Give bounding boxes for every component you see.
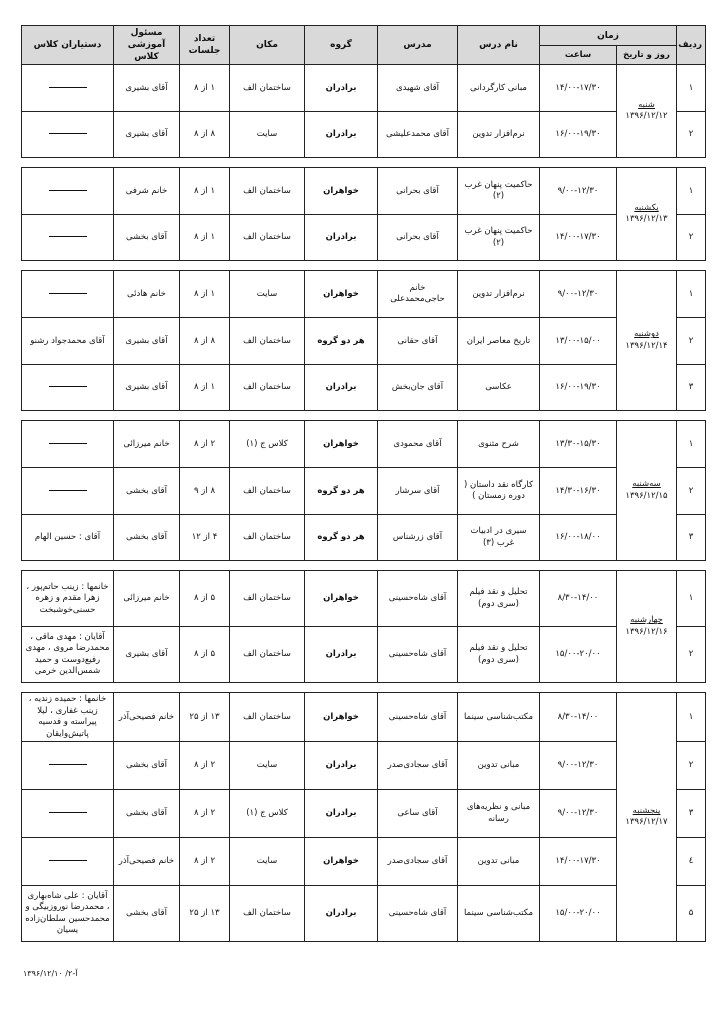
teacher-cell: آقای شاه‌حسینی (378, 693, 458, 742)
row-number-cell: ۱ (677, 421, 706, 468)
group-cell: برادران (305, 742, 378, 790)
course-cell: سیری در ادبیات غرب (۳) (458, 515, 540, 561)
teacher-cell: آقای ساعی (378, 790, 458, 838)
place-cell: ساختمان الف (230, 215, 305, 261)
supervisor-cell: آقای بخشی (114, 515, 180, 561)
day-date: ۱۳۹۶/۱۲/۱۲ (625, 111, 668, 122)
assistants-cell (22, 468, 114, 515)
supervisor-cell: خانم میرزائی (114, 571, 180, 627)
row-number-cell: ٤ (677, 838, 706, 886)
assistants-cell (22, 271, 114, 318)
empty-dash (49, 236, 87, 237)
table-row (22, 421, 706, 468)
sessions-cell: ۸ از ۹ (180, 468, 230, 515)
assistants-cell: خانمها : زینب حاتم‌پور ، زهرا مقدم و زهره حسنی‌خوشبخت (22, 571, 114, 627)
sessions-cell: ۱ از ۸ (180, 271, 230, 318)
header-place: مکان (230, 26, 305, 65)
teacher-cell: آقای شهیدی (378, 65, 458, 112)
group-cell: برادران (305, 365, 378, 411)
assistants-cell (22, 215, 114, 261)
teacher-cell: آقای سجادی‌صدر (378, 742, 458, 790)
sessions-cell: ۲ از ۸ (180, 790, 230, 838)
row-number-cell: ۱ (677, 271, 706, 318)
table-row (22, 468, 706, 515)
course-cell: مبانی کارگردانی (458, 65, 540, 112)
sessions-cell: ۱ از ۸ (180, 365, 230, 411)
row-number-cell: ۲ (677, 742, 706, 790)
teacher-cell: آقای شاه‌حسینی (378, 571, 458, 627)
teacher-cell: آقای سجادی‌صدر (378, 838, 458, 886)
day-separator (22, 158, 706, 168)
course-cell: شرح مثنوی (458, 421, 540, 468)
teacher-cell: آقای حقانی (378, 318, 458, 365)
row-number-cell: ۳ (677, 515, 706, 561)
group-cell: برادران (305, 65, 378, 112)
separator-cell (22, 561, 706, 571)
assistants-cell (22, 421, 114, 468)
time-cell: ۱۴/۳۰-۱۶/۳۰ (540, 468, 617, 515)
day-name: چهارشنبه (630, 615, 663, 626)
place-cell: کلاس ج (۱) (230, 790, 305, 838)
row-number-cell: ۲ (677, 112, 706, 158)
assistants-cell: آقای : حسین الهام (22, 515, 114, 561)
sessions-cell: ۱ از ۸ (180, 168, 230, 215)
place-cell: ساختمان الف (230, 627, 305, 683)
row-number-cell: ۱ (677, 571, 706, 627)
supervisor-cell: خانم هادئی (114, 271, 180, 318)
teacher-cell: خانم حاجی‌محمدعلی (378, 271, 458, 318)
time-cell: ۱۶/۰۰-۱۸/۰۰ (540, 515, 617, 561)
header-time: زمان (540, 26, 677, 46)
assistants-cell: آقای محمدجواد رشنو (22, 318, 114, 365)
empty-dash (49, 133, 87, 134)
supervisor-cell: خانم شرفی (114, 168, 180, 215)
supervisor-cell: آقای بخشی (114, 742, 180, 790)
time-cell: ۱۴/۰۰-۱۷/۳۰ (540, 215, 617, 261)
empty-dash (49, 860, 87, 861)
row-number-cell: ۱ (677, 168, 706, 215)
group-cell: برادران (305, 112, 378, 158)
place-cell: ساختمان الف (230, 515, 305, 561)
day-separator (22, 261, 706, 271)
teacher-cell: آقای محمودی (378, 421, 458, 468)
day-date-cell (617, 421, 677, 561)
row-number-cell: ۲ (677, 318, 706, 365)
day-separator (22, 683, 706, 693)
table-row (22, 886, 706, 942)
teacher-cell: آقای محمدعلیشی (378, 112, 458, 158)
day-date-cell (617, 693, 677, 942)
course-cell: نرم‌افزار تدوین (458, 112, 540, 158)
day-name: یکشنبه (634, 202, 659, 213)
time-cell: ۱۳/۳۰-۱۵/۳۰ (540, 421, 617, 468)
table-row (22, 571, 706, 627)
row-number-cell: ۳ (677, 365, 706, 411)
sessions-cell: ۲ از ۸ (180, 421, 230, 468)
course-cell: حاکمیت پنهان غرب (۲) (458, 168, 540, 215)
place-cell: ساختمان الف (230, 571, 305, 627)
empty-dash (49, 490, 87, 491)
empty-dash (49, 386, 87, 387)
time-cell: ۸/۳۰-۱۴/۰۰ (540, 571, 617, 627)
sessions-cell: ۸ از ۸ (180, 318, 230, 365)
supervisor-cell: آقای بشیری (114, 318, 180, 365)
place-cell: ساختمان الف (230, 886, 305, 942)
place-cell: ساختمان الف (230, 318, 305, 365)
supervisor-cell: آقای بشیری (114, 627, 180, 683)
group-cell: برادران (305, 215, 378, 261)
day-date-cell (617, 168, 677, 261)
place-cell: ساختمان الف (230, 168, 305, 215)
teacher-cell: آقای شاه‌حسینی (378, 886, 458, 942)
sessions-cell: ۸ از ۸ (180, 112, 230, 158)
header-sessions: تعداد جلسات (180, 26, 230, 65)
assistants-cell: آقایان : مهدی ماقی ، محمدرضا مروی ، مهدی رفیع‌دوست و حمید شمس‌الدین خرمی (22, 627, 114, 683)
supervisor-cell: آقای بخشی (114, 215, 180, 261)
row-number-cell: ۳ (677, 790, 706, 838)
group-cell: خواهران (305, 571, 378, 627)
time-cell: ۹/۰۰-۱۲/۳۰ (540, 271, 617, 318)
day-date: ۱۳۹۶/۱۲/۱۵ (625, 490, 668, 501)
time-cell: ۱۴/۰۰-۱۷/۳۰ (540, 65, 617, 112)
schedule-table (21, 25, 706, 942)
day-date: ۱۳۹۶/۱۲/۱۴ (625, 340, 668, 351)
day-name: دوشنبه (634, 329, 659, 340)
sessions-cell: ۲ از ۸ (180, 838, 230, 886)
group-cell: خواهران (305, 271, 378, 318)
row-number-cell: ۱ (677, 65, 706, 112)
table-row (22, 790, 706, 838)
table-row (22, 215, 706, 261)
teacher-cell: آقای شاه‌حسینی (378, 627, 458, 683)
supervisor-cell: آقای بخشی (114, 790, 180, 838)
place-cell: سایت (230, 271, 305, 318)
course-cell: عکاسی (458, 365, 540, 411)
teacher-cell: آقای بحرانی (378, 168, 458, 215)
assistants-cell (22, 65, 114, 112)
header-teacher: مدرس (378, 26, 458, 65)
header-row-number: ردیف (677, 26, 706, 65)
empty-dash (49, 190, 87, 191)
day-name: سه‌شنبه (632, 479, 661, 490)
empty-dash (49, 764, 87, 765)
header-day-date: روز و تاریخ (617, 46, 677, 65)
time-cell: ۱۵/۰۰-۲۰/۰۰ (540, 886, 617, 942)
sessions-cell: ۲ از ۸ (180, 742, 230, 790)
day-name: شنبه (638, 99, 655, 110)
sessions-cell: ۱ از ۸ (180, 215, 230, 261)
assistants-cell: آقایان : علی شاه‌بهاری ، محمدرضا نوروزبیگی و محمدحسین سلطان‌زاده یسیان (22, 886, 114, 942)
separator-cell (22, 683, 706, 693)
table-row (22, 627, 706, 683)
supervisor-cell: خانم فصیحی‌آذر (114, 838, 180, 886)
day-date: ۱۳۹۶/۱۲/۱۶ (625, 626, 668, 637)
course-cell: کارگاه نقد داستان ( دوره زمستان ) (458, 468, 540, 515)
group-cell: برادران (305, 790, 378, 838)
sessions-cell: ۵ از ۸ (180, 571, 230, 627)
time-cell: ۱۴/۰۰-۱۷/۳۰ (540, 838, 617, 886)
place-cell: ساختمان الف (230, 693, 305, 742)
teacher-cell: آقای زرشناس (378, 515, 458, 561)
place-cell: سایت (230, 112, 305, 158)
course-cell: تاریخ معاصر ایران (458, 318, 540, 365)
table-row (22, 365, 706, 411)
time-cell: ۹/۰۰-۱۲/۳۰ (540, 790, 617, 838)
supervisor-cell: آقای بشیری (114, 365, 180, 411)
empty-dash (49, 293, 87, 294)
sessions-cell: ۱ از ۸ (180, 65, 230, 112)
place-cell: کلاس ج (۱) (230, 421, 305, 468)
group-cell: برادران (305, 886, 378, 942)
time-cell: ۱۵/۰۰-۲۰/۰۰ (540, 627, 617, 683)
course-cell: تحلیل و نقد فیلم (سری دوم) (458, 627, 540, 683)
course-cell: حاکمیت پنهان غرب (۲) (458, 215, 540, 261)
sessions-cell: ۱۳ از ۲۵ (180, 886, 230, 942)
place-cell: ساختمان الف (230, 65, 305, 112)
course-cell: نرم‌افزار تدوین (458, 271, 540, 318)
course-cell: مبانی تدوین (458, 742, 540, 790)
day-date-cell (617, 571, 677, 683)
course-cell: مکتب‌شناسی سینما (458, 693, 540, 742)
assistants-cell: خانمها : حمیده زندیه ، زینب غفاری ، لیلا پیراسته و فدسیه پاتیش‌وایقان (22, 693, 114, 742)
day-date: ۱۳۹۶/۱۲/۱۷ (625, 817, 668, 828)
header-supervisor: مسئول آموزشی کلاس (114, 26, 180, 65)
supervisor-cell: آقای بشیری (114, 112, 180, 158)
row-number-cell: ۲ (677, 215, 706, 261)
document-code: آ-۲/ ۱۳۹۶/۱۲/۱۰ (23, 969, 78, 978)
time-cell: ۹/۰۰-۱۲/۳۰ (540, 168, 617, 215)
table-row (22, 112, 706, 158)
table-row (22, 838, 706, 886)
header-assistants: دستیاران کلاس (22, 26, 114, 65)
time-cell: ۱۶/۰۰-۱۹/۳۰ (540, 112, 617, 158)
assistants-cell (22, 112, 114, 158)
sessions-cell: ۱۳ از ۲۵ (180, 693, 230, 742)
group-cell: هر دو گروه (305, 515, 378, 561)
time-cell: ۸/۳۰-۱۴/۰۰ (540, 693, 617, 742)
header-hour: ساعت (540, 46, 617, 65)
assistants-cell (22, 742, 114, 790)
table-row (22, 65, 706, 112)
separator-cell (22, 261, 706, 271)
schedule-body (22, 65, 706, 942)
group-cell: خواهران (305, 693, 378, 742)
header-course: نام درس (458, 26, 540, 65)
sessions-cell: ۵ از ۸ (180, 627, 230, 683)
day-date: ۱۳۹۶/۱۲/۱۳ (625, 214, 668, 225)
day-name: پنجشنبه (632, 805, 661, 816)
group-cell: هر دو گروه (305, 468, 378, 515)
supervisor-cell: خانم میرزائی (114, 421, 180, 468)
assistants-cell (22, 838, 114, 886)
empty-dash (49, 812, 87, 813)
group-cell: برادران (305, 627, 378, 683)
group-cell: خواهران (305, 421, 378, 468)
place-cell: ساختمان الف (230, 468, 305, 515)
table-row (22, 742, 706, 790)
row-number-cell: ۲ (677, 627, 706, 683)
teacher-cell: آقای بحرانی (378, 215, 458, 261)
course-cell: مبانی و نظریه‌های رسانه (458, 790, 540, 838)
time-cell: ۱۳/۰۰-۱۵/۰۰ (540, 318, 617, 365)
supervisor-cell: آقای بخشی (114, 468, 180, 515)
row-number-cell: ۵ (677, 886, 706, 942)
group-cell: هر دو گروه (305, 318, 378, 365)
day-date-cell (617, 65, 677, 158)
supervisor-cell: خانم فصیحی‌آذر (114, 693, 180, 742)
row-number-cell: ۲ (677, 468, 706, 515)
assistants-cell (22, 790, 114, 838)
place-cell: سایت (230, 838, 305, 886)
place-cell: سایت (230, 742, 305, 790)
place-cell: ساختمان الف (230, 365, 305, 411)
course-cell: تحلیل و نقد فیلم (سری دوم) (458, 571, 540, 627)
row-number-cell: ۱ (677, 693, 706, 742)
time-cell: ۹/۰۰-۱۲/۳۰ (540, 742, 617, 790)
table-row (22, 168, 706, 215)
course-cell: مبانی تدوین (458, 838, 540, 886)
header-group: گروه (305, 26, 378, 65)
course-cell: مکتب‌شناسی سینما (458, 886, 540, 942)
empty-dash (49, 87, 87, 88)
day-date-cell (617, 271, 677, 411)
table-row (22, 693, 706, 742)
day-separator (22, 411, 706, 421)
table-row (22, 515, 706, 561)
separator-cell (22, 158, 706, 168)
assistants-cell (22, 168, 114, 215)
sessions-cell: ۴ از ۱۲ (180, 515, 230, 561)
table-row (22, 318, 706, 365)
group-cell: خواهران (305, 838, 378, 886)
teacher-cell: آقای سرشار (378, 468, 458, 515)
separator-cell (22, 411, 706, 421)
assistants-cell (22, 365, 114, 411)
table-row (22, 271, 706, 318)
supervisor-cell: آقای بشیری (114, 65, 180, 112)
group-cell: خواهران (305, 168, 378, 215)
empty-dash (49, 443, 87, 444)
teacher-cell: آقای جان‌بخش (378, 365, 458, 411)
supervisor-cell: آقای بخشی (114, 886, 180, 942)
day-separator (22, 561, 706, 571)
time-cell: ۱۶/۰۰-۱۹/۳۰ (540, 365, 617, 411)
